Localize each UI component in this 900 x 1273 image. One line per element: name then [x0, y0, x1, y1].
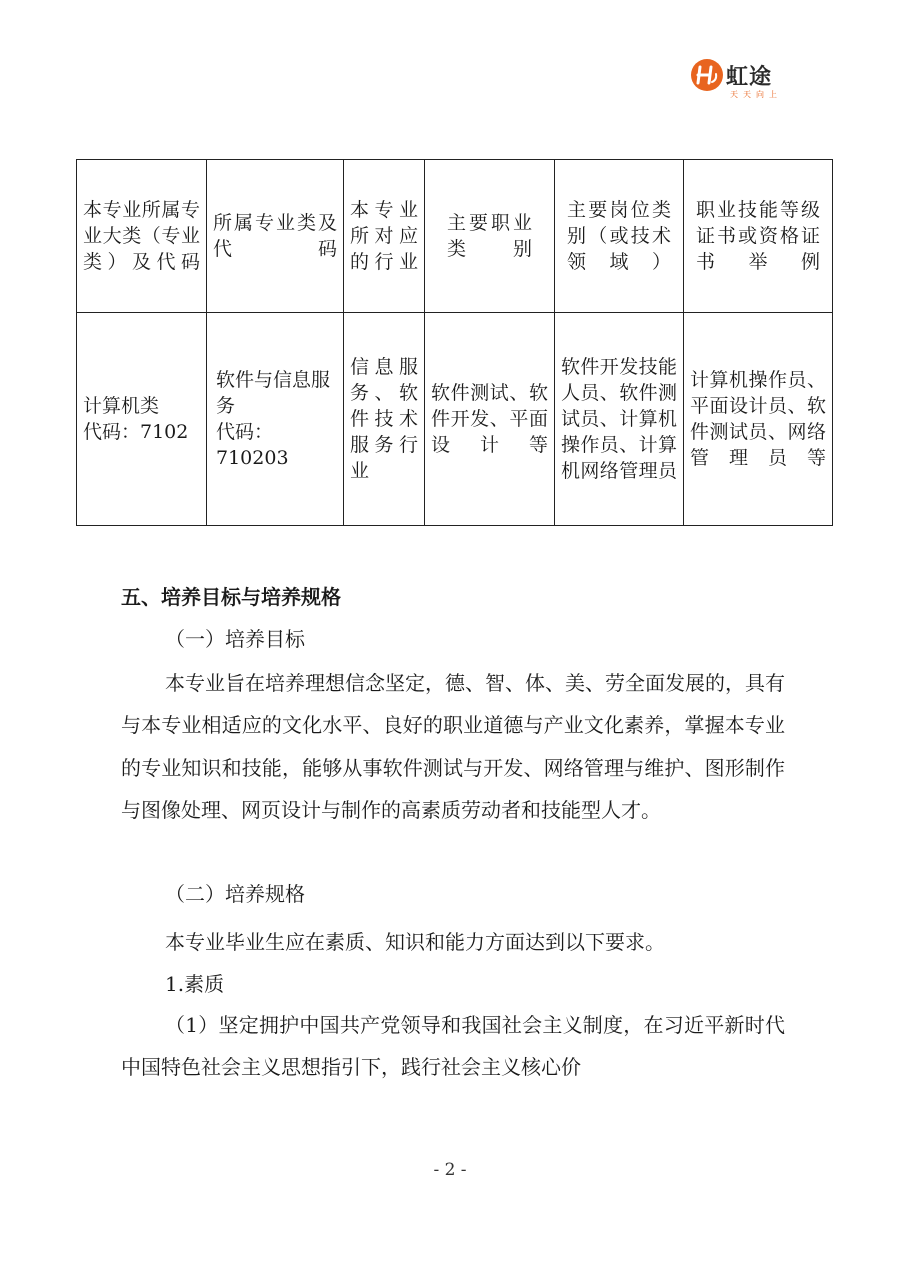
spec-intro: 本专业毕业生应在素质、知识和能力方面达到以下要求。: [165, 930, 665, 954]
header-category: 本专业所属专业大类（专业类）及代码: [77, 160, 207, 313]
major-name: 软件与信息服务: [216, 369, 331, 417]
header-industry: 本专业所对应的行业: [344, 160, 425, 313]
header-certificates: 职业技能等级证书或资格证书举例: [684, 160, 833, 313]
header-occupation: 主要职业类别: [425, 160, 555, 313]
brand-slogan: 天天向上: [730, 90, 782, 99]
cell-major: [207, 313, 344, 526]
brand-name: 虹途: [726, 65, 773, 90]
cell-certificates: 计算机操作员、平面设计员、软件测试员、网络管理员等: [684, 313, 833, 526]
major-code: 710203: [216, 447, 289, 469]
category-name: 计算机类: [83, 395, 160, 417]
cell-occupation: 软件测试、软件开发、平面设计等: [425, 313, 555, 526]
goal-paragraph: 本专业旨在培养理想信念坚定，德、智、体、美、劳全面发展的，具有与本专业相适应的文化水平、良好的职业道德与产业文化素养，掌握本专业的专业知识和技能，能够从事软件测试与开发、网络管理与维护、图形制作与图像处理、网页设计与制作的高素质劳动者和技能型人才。: [121, 671, 785, 822]
subsection-goal-title: （一）培养目标: [165, 627, 305, 651]
section-title: 五、培养目标与培养规格: [121, 585, 341, 609]
table-row: [77, 313, 833, 526]
major-code-label: 代码：: [216, 421, 274, 443]
cell-industry: 信息服务、软件技术服务行业: [344, 313, 425, 526]
header-major-class: 所属专业类及代码: [207, 160, 344, 313]
brand-logo: [690, 58, 800, 110]
quality-item-1: （1）坚定拥护中国共产党领导和我国社会主义制度，在习近平新时代中国特色社会主义思想指引下，践行社会主义核心价: [121, 1013, 785, 1080]
table-header-row: [77, 160, 833, 313]
category-code: 代码：7102: [83, 421, 189, 443]
header-positions: 主要岗位类别（或技术领域）: [555, 160, 684, 313]
cell-category: [77, 313, 207, 526]
quality-title: 1.素质: [165, 972, 225, 996]
major-info-table: [76, 159, 833, 526]
cell-positions: 软件开发技能人员、软件测试员、计算机操作员、计算机网络管理员: [555, 313, 684, 526]
page-number: - 2 -: [433, 1160, 467, 1180]
subsection-spec-title: （二）培养规格: [165, 882, 305, 906]
brand-logo-icon: [690, 58, 724, 92]
